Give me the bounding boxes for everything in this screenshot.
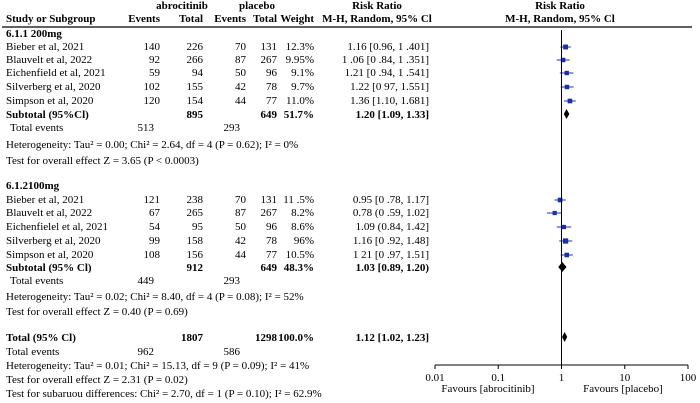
study-weight: 9.7% [291,81,314,93]
total-placebo: 131 [260,194,277,206]
total-events-placebo: 293 [223,275,240,287]
subgroup-title: 6.1.1 200mg [6,28,62,40]
events-abrocitinib: 140 [143,41,160,53]
total-events-label: Total events [10,122,64,134]
overall-total-events-placebo: 586 [223,346,240,358]
total-events-abrocitinib: 449 [137,275,154,287]
total-weight: 100.0% [278,332,314,344]
study-risk-ratio-ci: 1.36 [1.10, 1.681] [350,95,429,107]
total-events-abrocitinib: 513 [137,122,154,134]
study-weight: 96% [293,235,314,247]
study-risk-ratio-ci: 1 .06 [0 .84, 1 .351] [341,54,429,66]
study-weight: 9.95% [285,54,314,66]
study-2-3-marker [562,225,566,229]
x-tick-label: 0.01 [425,372,445,384]
subgroup-title: 6.1.2100mg [6,180,60,192]
study-name: Bieber et al, 2021 [6,194,85,206]
subtotal-label: Subtotal (95%Cl) [6,109,89,121]
total-abrocitinib: 1807 [181,332,203,344]
study-column-header: Study or Subgroup [6,13,96,25]
study-name: Simpson et al, 2020 [6,95,94,107]
events-abrocitinib: 121 [143,194,160,206]
events-placebo: 87 [235,54,246,66]
plot-risk-ratio-header: Risk Ratio [535,0,585,12]
total-placebo: 267 [260,54,277,66]
total-label: Total (95% Cl) [6,332,76,344]
overall-total-events-abrocitinib: 962 [137,346,154,358]
study-risk-ratio-ci: 1 21 [0 .97, 1.51] [352,249,429,261]
events-placebo: 44 [235,95,246,107]
total-placebo: 96 [266,67,277,79]
subtotal-total-abrocitinib: 912 [186,262,203,274]
events-placebo: 70 [235,41,246,53]
subtotal-label: Subtotal (95% Cl) [6,262,92,274]
events-abrocitinib: 92 [149,54,160,66]
study-1-5-marker [568,99,573,104]
study-name: Bieber et al, 2021 [6,41,85,53]
subtotal-weight: 51.7% [283,109,314,121]
overall-effect-total-text: Test for overall effect Z = 2.31 (P = 0.02) [6,374,188,386]
total-placebo: 1298 [255,332,277,344]
events-placebo: 42 [235,81,246,93]
study-weight: 11.0% [285,95,314,107]
events-abrocitinib: 54 [149,221,160,233]
study-name: Blauvelt et al, 2022 [6,54,93,66]
total-abrocitinib: 94 [192,67,203,79]
study-weight: 9.1% [291,67,314,79]
total-abrocitinib: 266 [186,54,203,66]
study-2-5-marker [564,253,569,258]
subtotal-weight: 48.3% [283,262,314,274]
events-abrocitinib: 59 [149,67,160,79]
total1-header: Total [178,13,203,25]
total-abrocitinib: 156 [186,249,203,261]
favours-placebo-label: Favours [placebo] [583,383,663,395]
study-1-1-marker [563,45,568,50]
study-weight: 8.6% [291,221,314,233]
subtotal-risk-ratio-ci: 1.20 [1.09, 1.33] [355,109,429,121]
study-name: Blauvelt et al, 2022 [6,207,93,219]
study-name: Simpson et al, 2020 [6,249,94,261]
study-name: Eichenfielel et al, 2021 [6,221,109,233]
study-2-2-marker [553,211,557,215]
events2-header: Events [214,13,246,25]
study-risk-ratio-ci: 1.16 [0 .92, 1.48] [352,235,429,247]
total-abrocitinib: 95 [192,221,203,233]
total-abrocitinib: 155 [186,81,203,93]
heterogeneity-text: Heterogeneity: Tau² = 0.02; Chi² = 8.40, df = 4 (P = 0.08); I² = 52% [6,291,304,303]
weight-header: Weight [280,13,314,25]
study-1-3-marker [565,71,569,75]
total-placebo: 77 [266,95,277,107]
subtotal-diamond [564,109,569,119]
subtotal-total-placebo: 649 [260,262,277,274]
overall-effect-text: Test for overall effect Z = 0.40 (P = 0.69) [6,306,188,318]
events-abrocitinib: 108 [143,249,160,261]
total-placebo: 78 [266,81,277,93]
total-placebo: 77 [266,249,277,261]
x-tick-label: 10 [619,372,631,384]
plot-method-header: M-H, Random, 95% Cl [505,13,615,25]
overall-heterogeneity-text: Heterogeneity: Tau² = 0.01; Chi² = 15.13, df = 9 (P = 0.09); I² = 41% [6,360,310,372]
study-weight: 11 .5% [283,194,314,206]
subtotal-risk-ratio-ci: 1.03 [0.89, 1.20) [355,262,429,274]
x-tick-label: 1 [558,372,565,384]
total-placebo: 96 [266,221,277,233]
study-risk-ratio-ci: 1.22 [0 97, 1.551] [350,81,429,93]
study-weight: 8.2% [291,207,314,219]
total-events-label: Total events [10,275,64,287]
study-risk-ratio-ci: 0.78 (0 .59, 1.02] [352,207,429,219]
heterogeneity-text: Heterogeneity: Tau² = 0.00; Chi² = 2.64, df = 4 (P = 0.62); I² = 0% [6,139,299,151]
x-tick-label: 100 [679,372,697,384]
study-weight: 12.3% [285,41,314,53]
overall-effect-text: Test for overall effect Z = 3.65 (P < 0.0003) [6,155,199,167]
study-name: Silverberg et al, 2020 [6,81,101,93]
total-placebo: 131 [260,41,277,53]
subtotal-diamond [558,262,566,272]
study-risk-ratio-ci: 1.16 [0.96, 1 .401] [347,41,429,53]
rr-method-header: M-H, Random, 95% Cl [322,13,432,25]
subgroup-differences-text: Test for subaruou differences: Chi² = 2.70, df = 1 (P = 0.10); I² = 62.9% [6,388,322,400]
events1-header: Events [128,13,160,25]
x-tick-label: 0.1 [491,372,506,384]
events-placebo: 42 [235,235,246,247]
total-abrocitinib: 154 [186,95,203,107]
total-abrocitinib: 158 [186,235,203,247]
total-abrocitinib: 238 [186,194,203,206]
group2-header: placebo [238,0,276,12]
events-placebo: 50 [235,67,246,79]
risk-ratio-header: Risk Ratio [352,0,402,12]
study-1-4-marker [565,85,569,89]
total-events-placebo: 293 [223,122,240,134]
study-risk-ratio-ci: 1.09 (0.84, 1.42] [355,221,429,233]
events-placebo: 50 [235,221,246,233]
events-placebo: 70 [235,194,246,206]
total2-header: Total [252,13,277,25]
events-abrocitinib: 99 [149,235,160,247]
total-placebo: 267 [260,207,277,219]
events-abrocitinib: 120 [143,95,160,107]
events-placebo: 87 [235,207,246,219]
total-placebo: 78 [266,235,277,247]
subtotal-total-placebo: 649 [260,109,277,121]
total-abrocitinib: 265 [186,207,203,219]
study-risk-ratio-ci: 0.95 [0 .78, 1.17] [352,194,429,206]
events-abrocitinib: 67 [149,207,160,219]
subtotal-total-abrocitinib: 895 [186,109,203,121]
study-risk-ratio-ci: 1.21 [0 .94, 1 .541] [344,67,429,79]
events-abrocitinib: 102 [143,81,160,93]
events-placebo: 44 [235,249,246,261]
favours-abrocitinib-label: Favours [abrocitinib] [441,383,535,395]
overall-total-events-label: Total events [6,346,60,358]
total-abrocitinib: 226 [186,41,203,53]
study-name: Silverberg et al, 2020 [6,235,101,247]
total-risk-ratio-ci: 1.12 [1.02, 1.23] [355,332,429,344]
study-weight: 10.5% [285,249,314,261]
study-2-4-marker [563,238,568,243]
study-name: Eichenfield et al, 2021 [6,67,106,79]
total-diamond [562,332,567,342]
group1-header: abrocitinib [156,0,208,12]
